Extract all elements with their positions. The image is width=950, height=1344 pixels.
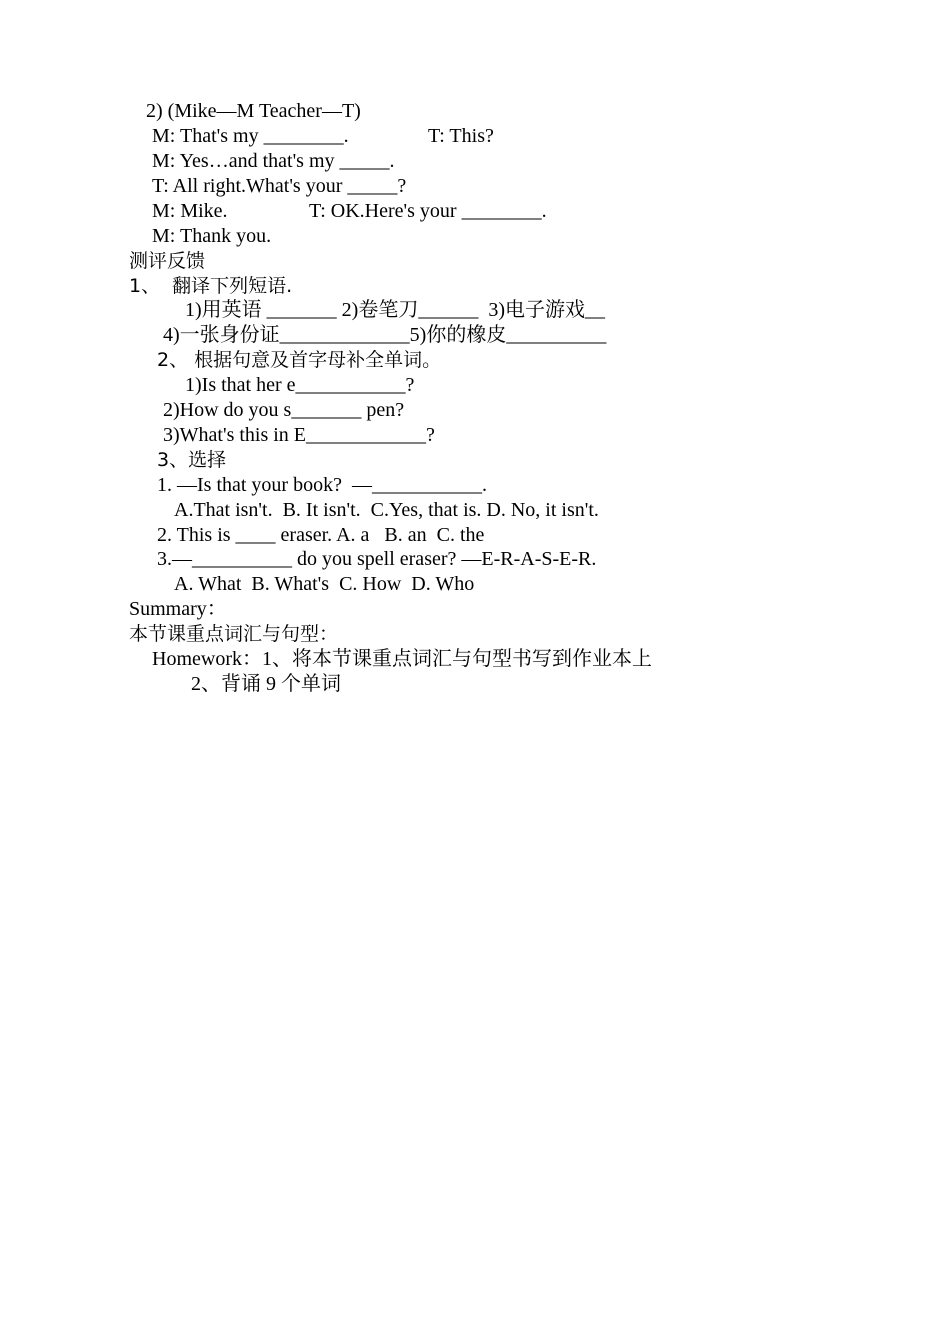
summary-line: 本节课重点词汇与句型： [129, 623, 339, 645]
dialogue-line-1a: M: That's my ________. [152, 125, 349, 147]
dialogue-line-2: M: Yes…and that's my _____. [152, 150, 395, 172]
dialogue-line-1b: T: This? [428, 125, 494, 147]
dialogue-header: 2) (Mike—M Teacher—T) [146, 100, 361, 122]
homework-line-1: Homework：1、将本节课重点词汇与句型书写到作业本上 [152, 648, 652, 670]
q3-item-2: 2. This is ____ eraser. A. a B. an C. the [157, 524, 485, 546]
dialogue-line-4a: M: Mike. [152, 200, 228, 222]
q2-title: 2、 根据句意及首字母补全单词。 [157, 349, 442, 371]
q2-item-2: 2)How do you s_______ pen? [163, 399, 405, 421]
dialogue-line-5: M: Thank you. [152, 225, 272, 247]
q3-title: 3、选择 [157, 449, 227, 471]
q1-row-2: 4)一张身份证_____________5)你的橡皮__________ [163, 324, 607, 346]
dialogue-line-4b: T: OK.Here's your ________. [309, 200, 547, 222]
q3-item-1-question: 1. —Is that your book? —___________. [157, 474, 487, 496]
q3-item-3-question: 3.—__________ do you spell eraser? —E-R-A-S-E-R. [157, 548, 597, 570]
q2-item-3: 3)What's this in E____________? [163, 424, 435, 446]
q3-item-1-options: A.That isn't. B. It isn't. C.Yes, that is. D. No, it isn't. [174, 499, 599, 521]
q1-title: 1、 翻译下列短语. [129, 275, 293, 297]
q3-item-3-options: A. What B. What's C. How D. Who [174, 573, 475, 595]
dialogue-line-3: T: All right.What's your _____? [152, 175, 407, 197]
homework-line-2: 2、背诵 9 个单词 [191, 673, 341, 695]
summary-label: Summary： [129, 598, 227, 620]
q1-row-1: 1)用英语 _______ 2)卷笔刀______ 3)电子游戏__ [185, 299, 605, 321]
feedback-title: 测评反馈 [129, 250, 206, 272]
q2-item-1: 1)Is that her e___________? [185, 374, 415, 396]
